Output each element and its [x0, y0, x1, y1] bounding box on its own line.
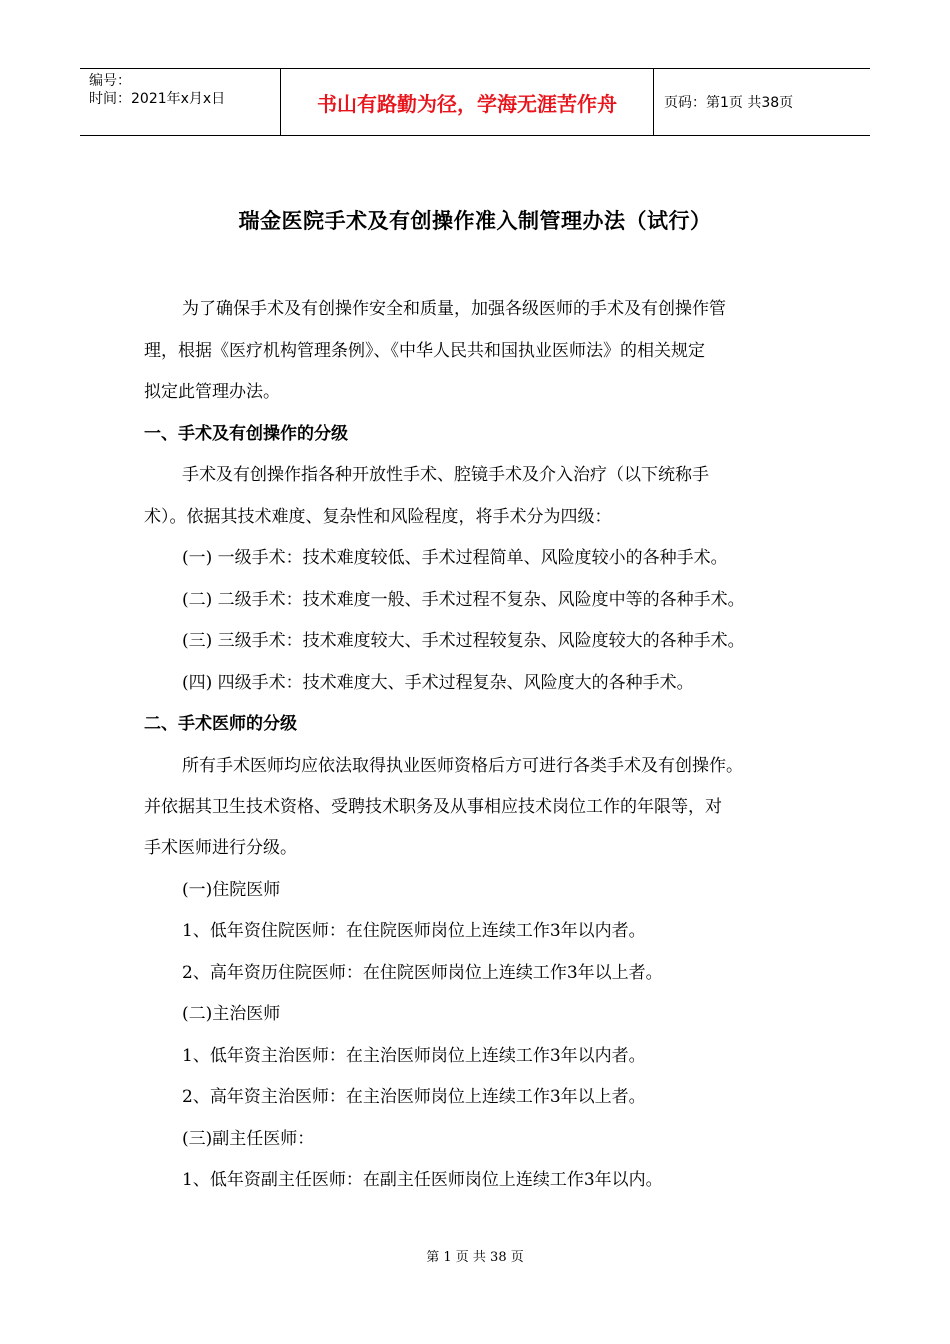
- header-meta-cell: [80, 69, 281, 135]
- page-footer: 第 1 页 共 38 页: [426, 1250, 524, 1265]
- level-item-3: (三) 三级手术：技术难度较大、手术过程较复杂、风险度较大的各种手术。: [182, 631, 745, 651]
- level-item-2: (二) 二级手术：技术难度一般、手术过程不复杂、风险度中等的各种手术。: [182, 590, 745, 610]
- attending-item-1: 1、低年资主治医师：在主治医师岗位上连续工作3年以内者。: [182, 1046, 646, 1066]
- associate-item-1: 1、低年资副主任医师：在副主任医师岗位上连续工作3年以内。: [182, 1170, 663, 1190]
- motto-text: 书山有路勤为径，学海无涯苦作舟: [317, 91, 617, 116]
- section1-para-line-1: 手术及有创操作指各种开放性手术、腔镜手术及介入治疗（以下统称手: [182, 465, 709, 485]
- resident-item-1: 1、低年资住院医师：在住院医师岗位上连续工作3年以内者。: [182, 921, 646, 941]
- associate-title: (三)副主任医师：: [182, 1129, 315, 1149]
- intro-line-3: 拟定此管理办法。: [144, 382, 280, 402]
- section2-para-line-2: 并依据其卫生技术资格、受聘技术职务及从事相应技术岗位工作的年限等，对: [144, 797, 722, 817]
- section2-heading: 二、手术医师的分级: [144, 714, 297, 734]
- document-title: 瑞金医院手术及有创操作准入制管理办法（试行）: [238, 209, 712, 233]
- date-label: 时间：2021年x月x日: [89, 91, 226, 107]
- section1-heading: 一、手术及有创操作的分级: [144, 424, 348, 444]
- section2-para-line-3: 手术医师进行分级。: [144, 838, 297, 858]
- header-table: [80, 68, 870, 136]
- number-label: 编号：: [89, 73, 131, 89]
- resident-item-2: 2、高年资历住院医师：在住院医师岗位上连续工作3年以上者。: [182, 963, 663, 983]
- attending-title: (二)主治医师: [182, 1004, 281, 1024]
- header-motto-cell: [281, 69, 654, 135]
- section2-para-line-1: 所有手术医师均应依法取得执业医师资格后方可进行各类手术及有创操作。: [182, 756, 743, 776]
- resident-title: (一)住院医师: [182, 880, 281, 900]
- level-item-4: (四) 四级手术：技术难度大、手术过程复杂、风险度大的各种手术。: [182, 673, 694, 693]
- intro-line-1: 为了确保手术及有创操作安全和质量，加强各级医师的手术及有创操作管: [182, 299, 726, 319]
- attending-item-2: 2、高年资主治医师：在主治医师岗位上连续工作3年以上者。: [182, 1087, 646, 1107]
- level-item-1: (一) 一级手术：技术难度较低、手术过程简单、风险度较小的各种手术。: [182, 548, 728, 568]
- section1-para-line-2: 术）。依据其技术难度、复杂性和风险程度，将手术分为四级：: [144, 507, 612, 527]
- header-page-cell: [654, 69, 870, 135]
- page-info: 页码：第1页 共38页: [664, 95, 794, 111]
- intro-line-2: 理，根据《医疗机构管理条例》、《中华人民共和国执业医师法》的相关规定: [144, 341, 705, 361]
